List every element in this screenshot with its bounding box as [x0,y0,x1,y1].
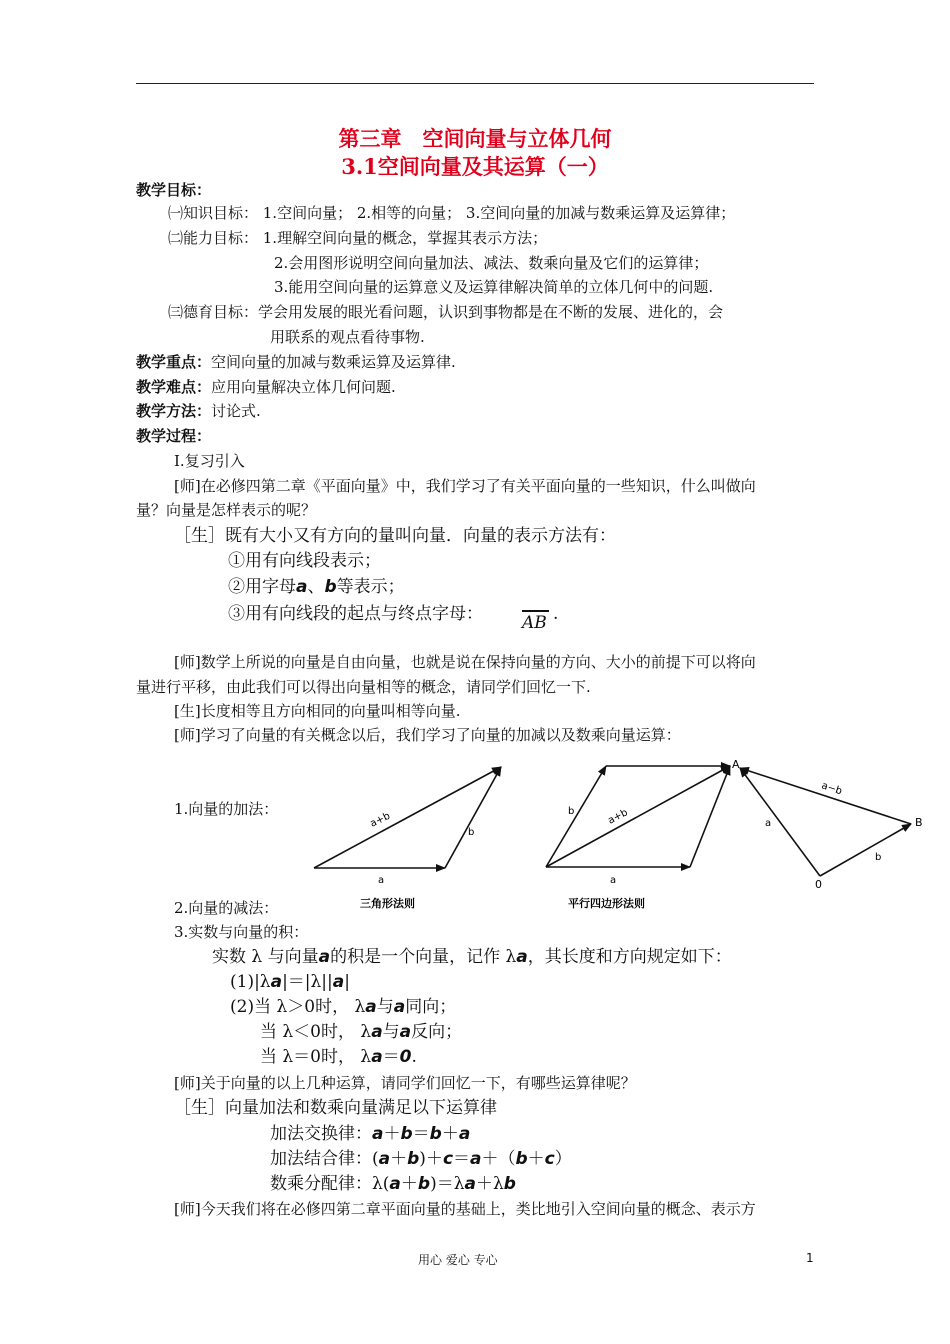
scalar-intro-3: ，其长度和方向规定如下： [527,947,732,967]
teacher-question-4: [师]关于向量的以上几种运算，请同学们回忆一下，有哪些运算律呢？ [174,1074,636,1092]
parallelogram-label-a: a [610,875,617,886]
vector-a: a [372,1124,384,1144]
plus-lambda: ＋λ [475,1174,504,1194]
law-label: 加法交换律： [270,1124,372,1144]
parallelogram-label-sum: a+b [606,807,630,827]
plus-sign: ＋ [400,1174,418,1194]
vector-b: b [407,1149,420,1169]
scalar-intro [212,947,732,967]
objective-knowledge: ㈠知识目标： 1.空间向量； 2.相等的向量； 3.空间向量的加减与数乘运算及运算律； [168,204,736,222]
triangle-label-a: a [378,875,385,886]
teacher-question-1b: 量？向量是怎样表示的呢？ [136,501,317,519]
vector-a: a [365,997,377,1017]
paren-plus: )＋ [419,1149,443,1169]
subtraction-vector-diff [740,768,911,824]
point-b-label: B [915,816,923,829]
vector-b: b [515,1149,528,1169]
rule-2-part: (2)当 λ＞0时， λ [230,997,366,1017]
paren: ( [372,1149,379,1169]
method-item-2-sep: 、 [307,577,325,597]
subtraction-label-a: a [765,818,772,829]
equals-sign: ＝ [412,1124,430,1144]
vector-a: a [399,1022,412,1042]
section-title: 3.1空间向量及其运算（一） [341,154,609,179]
commutative-law [270,1124,470,1144]
vector-a: a [393,997,406,1017]
subtraction-label-b: b [875,852,882,863]
vector-a: a [371,1022,383,1042]
subtraction-vector-b [820,824,911,876]
process-heading: 教学过程： [136,427,212,445]
rule-2-part: 同向； [405,997,457,1017]
parallelogram-rule-figure [530,750,740,915]
paren: ） [554,1149,572,1169]
student-answer-1: ［生］既有大小又有方向的量叫向量．向量的表示方法有： [174,526,616,546]
law-label: 数乘分配律： [270,1174,372,1194]
key-point [136,352,456,372]
method-text: 讨论式. [211,402,261,420]
scalar-multiplication-label: 3.实数与向量的积： [174,923,309,941]
parallelogram-vector-b-right [690,766,730,867]
scalar-rule-2 [230,997,456,1017]
method-item-3-end: . [553,604,559,624]
plus-sign: ＋ [383,1124,401,1144]
rule-4-part: . [411,1047,417,1067]
scalar-intro-2: 的积是一个向量，记作 λ [330,947,517,967]
student-answer-2: [生]长度相等且方向相同的向量叫相等向量. [174,702,461,720]
difficulty-label: 教学难点： [136,378,212,396]
vector-a: a [470,1149,482,1169]
vector-c: c [442,1149,454,1169]
objective-ability-3: 3.能用空间向量的运算意义及运算律解决简单的立体几何中的问题. [274,278,714,296]
distributive-law [270,1174,516,1194]
vector-a: a [458,1124,471,1144]
teacher-statement-5: [师]今天我们将在必修四第二章平面向量的基础上，类比地引入空间向量的概念、表示方 [174,1200,756,1218]
vector-ab-bar [522,610,549,612]
vector-ab: AB [522,613,547,633]
method-item-2-pre: ②用字母 [228,577,296,597]
vector-a: a [270,972,283,992]
vector-b: b [324,577,337,597]
vector-addition-label: 1.向量的加法： [174,800,279,818]
scalar-rule-1 [230,972,350,992]
rule-4-part: 当 λ＝0时， λ [260,1047,372,1067]
rule-4-part: ＝ [382,1047,400,1067]
triangle-label-sum: a+b [368,810,393,830]
plus-sign: ＋ [527,1149,545,1169]
footer-motto: 用心 爱心 专心 [418,1253,498,1267]
scalar-intro-1: 实数 λ 与向量 [212,947,319,967]
vector-a: a [371,1047,383,1067]
objective-moral-1: ㈢德育目标：学会用发展的眼光看问题，认识到事物都是在不断的发展、进化的，会 [168,303,724,321]
lambda-paren: λ( [372,1174,390,1194]
objective-moral-2: 用联系的观点看待事物. [270,328,425,346]
vector-a: a [389,1174,401,1194]
rule-2-part: 与 [376,997,394,1017]
method [136,401,261,421]
vector-a: a [318,947,331,967]
difficulty-text: 应用向量解决立体几何问题. [211,378,396,396]
triangle-rule-figure [300,755,520,915]
key-point-text: 空间向量的加减与数乘运算及运算律. [211,353,456,371]
vector-b: b [503,1174,516,1194]
vector-a: a [516,947,528,967]
review-heading: Ⅰ.复习引入 [174,452,245,470]
scalar-rule-4 [260,1047,417,1067]
chapter-title: 第三章 空间向量与立体几何 [338,126,612,151]
rule-1-part: |＝|λ|| [282,972,333,992]
method-label: 教学方法： [136,402,212,420]
rule-3-part: 与 [382,1022,400,1042]
vector-a: a [464,1174,476,1194]
method-item-3: ③用有向线段的起点与终点字母： [228,604,483,624]
point-a-label: A [732,758,740,771]
method-item-1: ①用有向线段表示； [228,551,381,571]
vector-b: b [417,1174,431,1194]
vector-b: b [400,1124,413,1144]
equals-sign: ＝ [453,1149,471,1169]
vector-a: a [332,972,345,992]
parallelogram-label-b: b [568,806,575,817]
vector-a: a [378,1149,391,1169]
triangle-caption: 三角形法则 [360,897,415,910]
teacher-question-2b: 量进行平移，由此我们可以得出向量相等的概念，请同学们回忆一下. [136,678,591,696]
scalar-rule-3 [260,1022,462,1042]
vector-b: b [429,1124,442,1144]
vector-a: a [296,577,308,597]
paren-equals-lambda: )＝λ [430,1174,465,1194]
law-label: 加法结合律： [270,1149,372,1169]
teacher-statement-3: [师]学习了向量的有关概念以后，我们学习了向量的加减以及数乘向量运算： [174,726,681,744]
triangle-label-b: b [468,827,475,838]
vector-subtraction-label: 2.向量的减法： [174,899,279,917]
parallelogram-caption: 平行四边形法则 [568,897,645,910]
method-item-2 [228,577,405,597]
plus-sign: ＋ [390,1149,408,1169]
rule-3-part: 当 λ＜0时， λ [260,1022,372,1042]
objective-ability-1: ㈡能力目标： 1.理解空间向量的概念，掌握其表示方法； [168,229,548,247]
vector-c: c [544,1149,555,1169]
teacher-question-1a: [师]在必修四第二章《平面向量》中，我们学习了有关平面向量的一些知识，什么叫做向 [174,477,756,495]
zero-vector: 0 [399,1047,412,1067]
page-number: 1 [806,1251,814,1265]
subtraction-figure [725,750,930,895]
key-point-label: 教学重点： [136,353,212,371]
rule-1-part: | [344,972,350,992]
plus-sign: ＋ [441,1124,459,1144]
point-o-label: 0 [815,878,822,891]
parallelogram-vector-b [546,766,606,867]
subtraction-label-diff: a−b [820,780,844,798]
difficulty [136,377,396,397]
objectives-heading: 教学目标： [136,181,212,199]
rule-3-part: 反向； [411,1022,463,1042]
method-item-2-post: 等表示； [336,577,405,597]
associative-law [270,1149,572,1169]
teacher-question-2a: [师]数学上所说的向量是自由向量，也就是说在保持向量的方向、大小的前提下可以将向 [174,653,756,671]
header-rule [136,83,814,84]
plus-paren: ＋（ [481,1149,516,1169]
student-answer-4: ［生］向量加法和数乘向量满足以下运算律 [174,1098,497,1118]
subtraction-vector-a [740,768,820,876]
objective-ability-2: 2.会用图形说明空间向量加法、减法、数乘向量及它们的运算律； [274,254,709,272]
rule-1-part: (1)|λ [230,972,271,992]
